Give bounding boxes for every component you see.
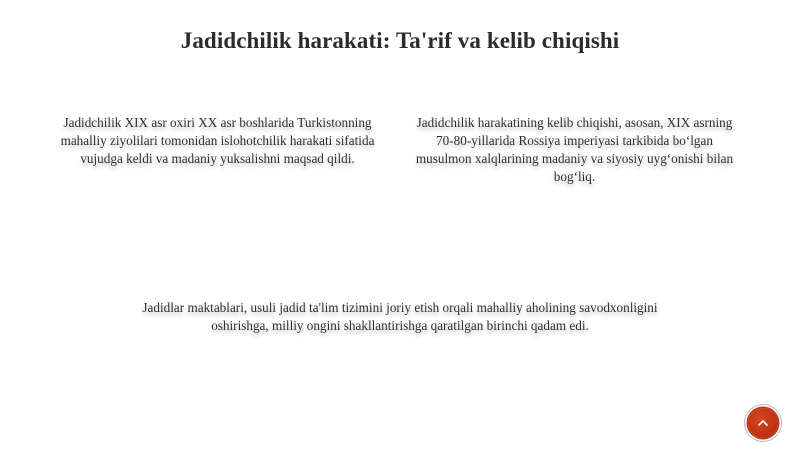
schools-paragraph: Jadidlar maktablari, usuli jadid ta'lim tizimini joriy etish orqali mahalliy aholining savodxonligini oshirishga, milliy ongini shakllantirishga qaratilgan birinchi qadam edi.: [142, 300, 658, 333]
slide-title: Jadidchilik harakati: Ta'rif va kelib chiqishi: [180, 28, 620, 53]
scroll-up-button[interactable]: [748, 408, 778, 438]
origin-paragraph: Jadidchilik harakatining kelib chiqishi, asosan, XIX asrning 70-80-yillarida Rossiya imperiyasi tarkibida bo‘lgan musulmon xalqlarining madaniy va siyosiy uyg‘onishi bilan bog‘liq.: [415, 115, 734, 184]
definition-paragraph: Jadidchilik XIX asr oxiri XX asr boshlarida Turkistonning mahalliy ziyolilari tomonidan islohotchilik harakati sifatida vujudga keldi va madaniy yuksalishni maqsad qildi.: [60, 115, 375, 166]
chevron-up-icon: [756, 416, 770, 430]
